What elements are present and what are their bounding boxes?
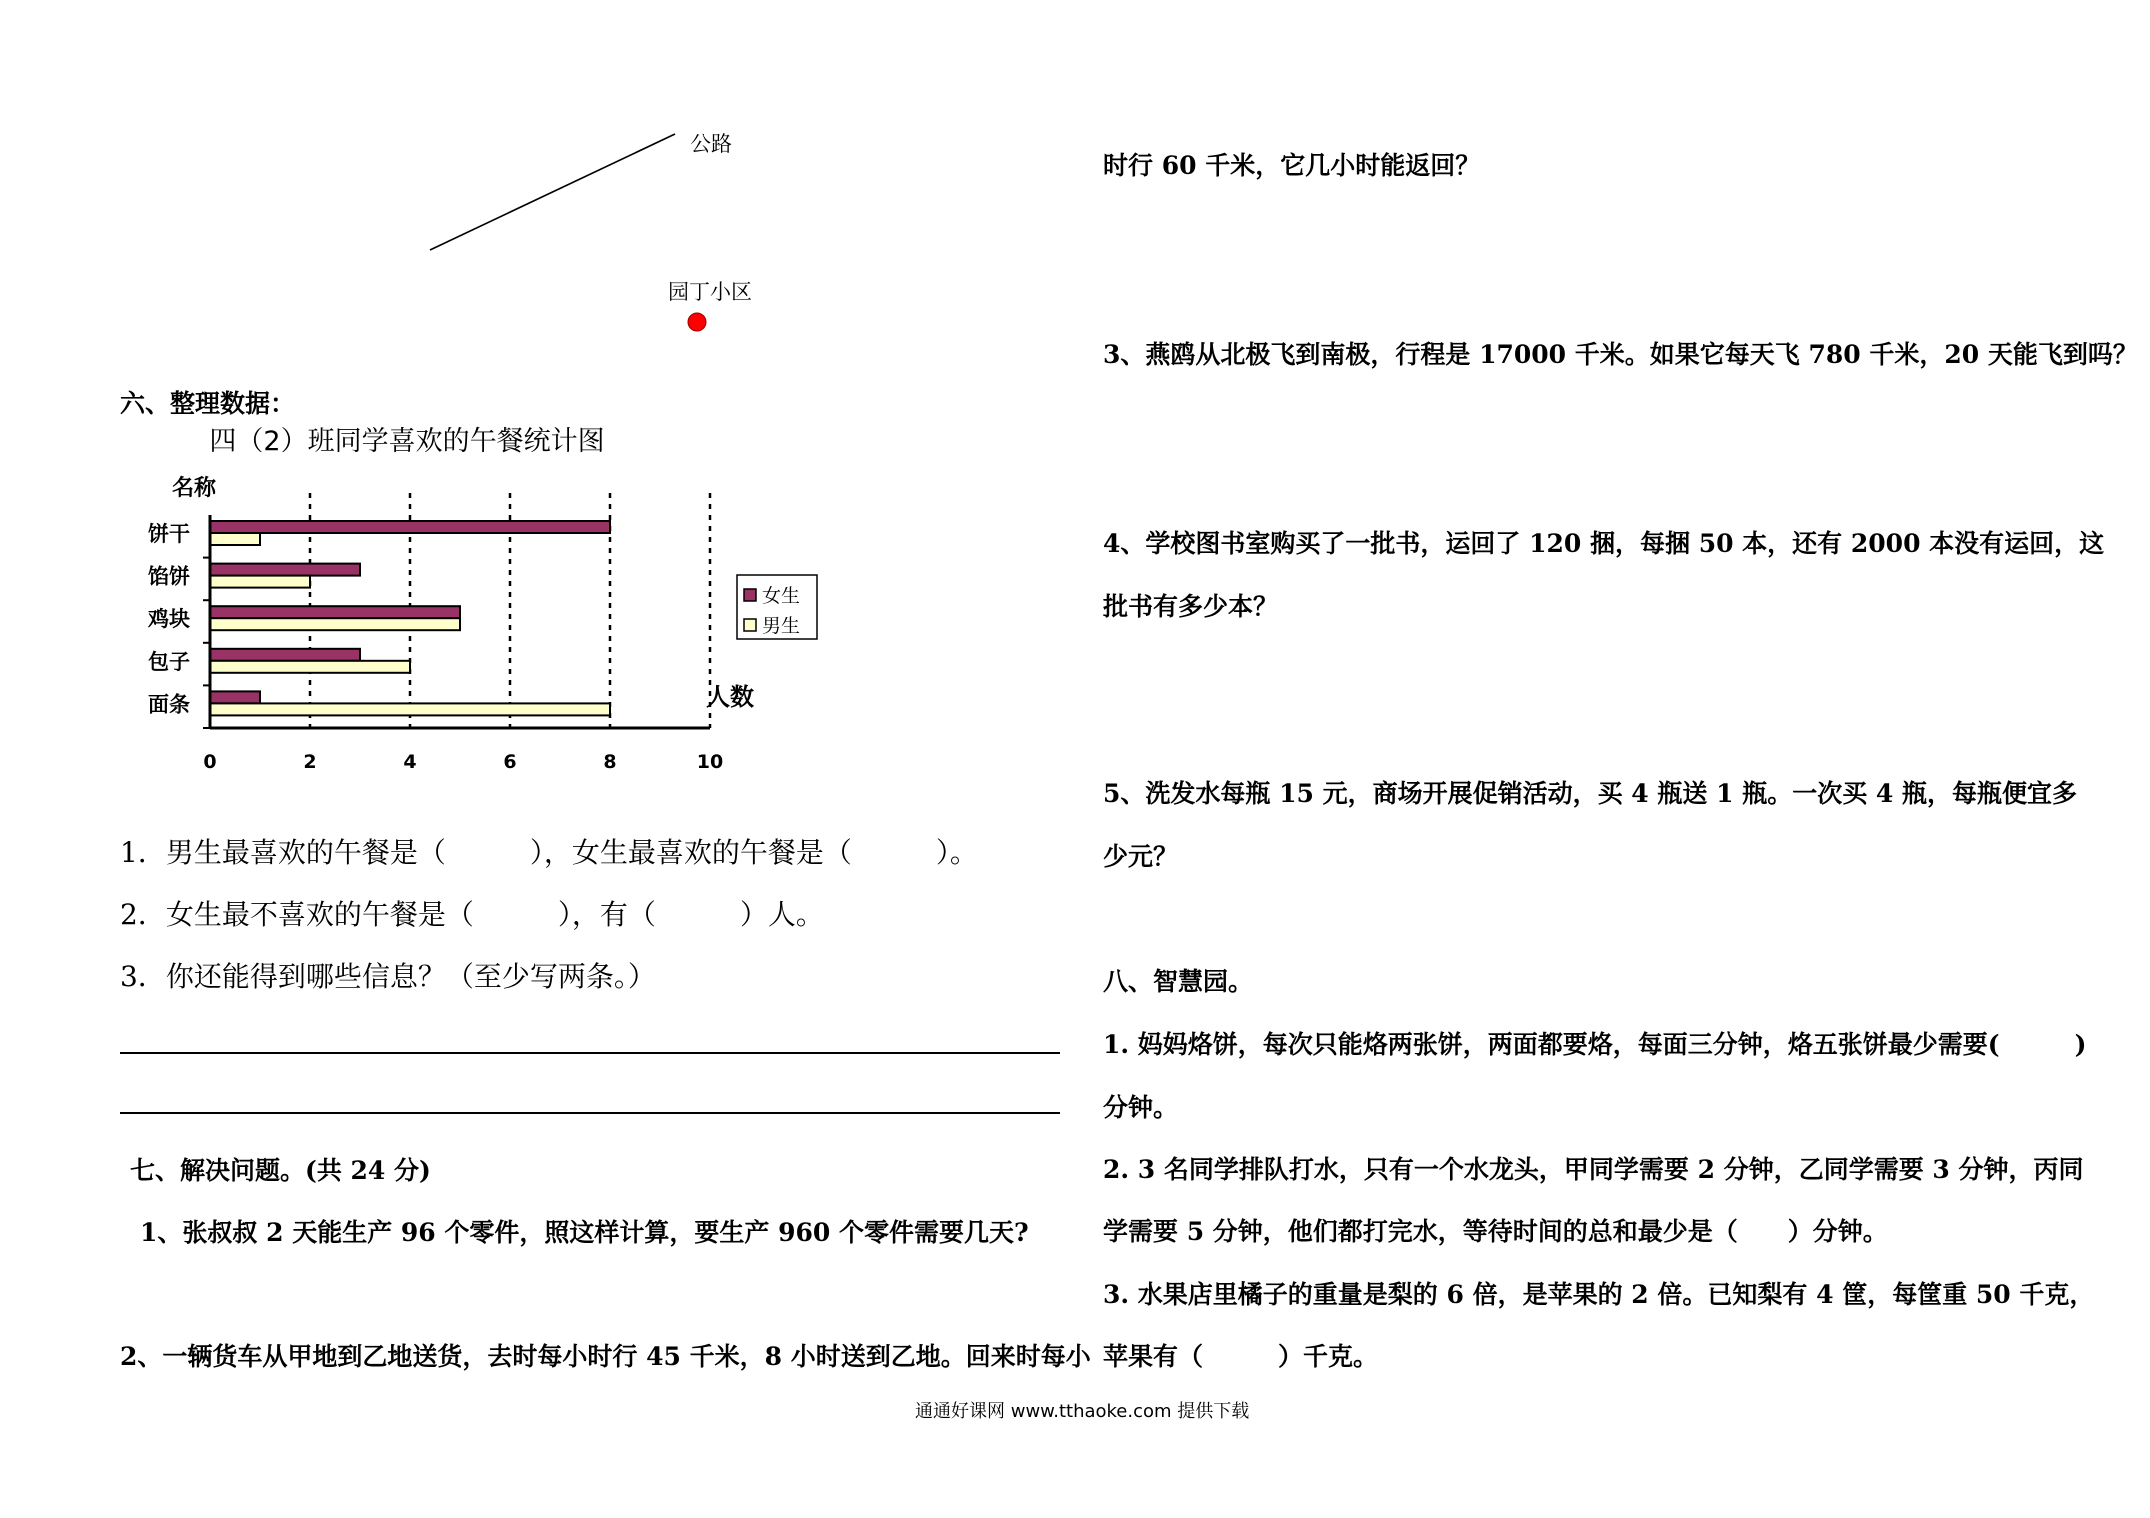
problem7-3: 3、燕鸥从北极飞到南极，行程是 17000 千米。如果它每天飞 780 千米，20 天能飞到吗？: [1103, 340, 2138, 369]
bar-女生-鸡块: [210, 606, 460, 618]
x-tick-label: 10: [696, 751, 724, 773]
question6-2: 2．女生最不喜欢的午餐是（ ），有（ ）人。: [120, 898, 824, 931]
bar-男生-馅饼: [210, 576, 310, 588]
lunch-chart: [120, 415, 801, 795]
problem7-2-line2: 时行 60 千米，它几小时能返回？: [1103, 151, 1481, 180]
category-label: 包子: [148, 649, 190, 674]
bar-男生-饼干: [210, 533, 260, 545]
x-tick-label: 6: [503, 751, 517, 773]
puzzle8-3-line1: 3. 水果店里橘子的重量是梨的 6 倍，是苹果的 2 倍。已知梨有 4 筐，每筐重 50 千克，: [1103, 1280, 2095, 1309]
section7-heading: 七、解决问题。(共 24 分): [130, 1156, 431, 1185]
x-axis-label: 人数: [706, 683, 754, 711]
problem7-4-line1: 4、学校图书室购买了一批书，运回了 120 捆，每捆 50 本，还有 2000 本没有运回，这: [1103, 529, 2105, 558]
x-tick-label: 2: [303, 751, 317, 773]
bar-女生-面条: [210, 691, 260, 703]
category-label: 饼干: [148, 522, 190, 546]
road-label: 公路: [690, 132, 732, 156]
legend-swatch-女生: [744, 589, 756, 601]
bar-女生-包子: [210, 649, 360, 661]
bar-男生-包子: [210, 661, 410, 673]
legend-swatch-男生: [744, 619, 756, 631]
bar-女生-馅饼: [210, 564, 360, 576]
puzzle8-2-line1: 2. 3 名同学排队打水，只有一个水龙头，甲同学需要 2 分钟，乙同学需要 3 分钟，丙同: [1103, 1155, 2084, 1184]
x-tick-label: 8: [603, 751, 617, 773]
legend-label: 女生: [762, 585, 801, 607]
section6-heading: 六、整理数据：: [120, 389, 296, 418]
answer-line-1: [120, 1052, 1060, 1054]
problem7-1: 1、张叔叔 2 天能生产 96 个零件，照这样计算，要生产 960 个零件需要几天?: [140, 1218, 1029, 1247]
legend-label: 男生: [762, 615, 801, 637]
bar-男生-面条: [210, 703, 610, 715]
bar-男生-鸡块: [210, 618, 460, 630]
problem7-5-line1: 5、洗发水每瓶 15 元，商场开展促销活动，买 4 瓶送 1 瓶。一次买 4 瓶，每瓶便宜多: [1103, 779, 2078, 808]
problem7-5-line2: 少元？: [1103, 842, 1179, 871]
puzzle8-2-line2: 学需要 5 分钟，他们都打完水，等待时间的总和最少是（ ）分钟。: [1103, 1217, 1888, 1246]
problem7-2-line1: 2、一辆货车从甲地到乙地送货，去时每小时行 45 千米，8 小时送到乙地。回来时每小: [120, 1342, 1091, 1371]
section8-heading: 八、智慧园。: [1103, 967, 1254, 996]
chart-legend: [737, 575, 817, 639]
community-dot: [688, 313, 706, 331]
question6-1: 1．男生最喜欢的午餐是（ ），女生最喜欢的午餐是（ ）。: [120, 836, 978, 869]
answer-line-2: [120, 1112, 1060, 1114]
community-label: 园丁小区: [668, 280, 752, 304]
category-label: 面条: [148, 692, 190, 717]
y-axis-label: 名称: [172, 476, 217, 501]
question6-3: 3．你还能得到哪些信息？（至少写两条。）: [120, 960, 656, 993]
bar-女生-饼干: [210, 521, 610, 533]
chart-title: 四（2）班同学喜欢的午餐统计图: [209, 426, 605, 457]
x-tick-label: 0: [203, 751, 217, 773]
footer-credit: 通通好课网 www.tthaoke.com 提供下载: [915, 1401, 1250, 1422]
x-tick-label: 4: [403, 751, 417, 773]
puzzle8-1-line2: 分钟。: [1103, 1093, 1179, 1122]
puzzle8-3-line2: 苹果有（ ）千克。: [1103, 1342, 1379, 1371]
category-label: 鸡块: [148, 607, 190, 632]
category-label: 馅饼: [148, 564, 190, 589]
puzzle8-1-line1: 1. 妈妈烙饼，每次只能烙两张饼，两面都要烙，每面三分钟，烙五张饼最少需要( ): [1103, 1030, 2087, 1059]
road-line: [430, 134, 675, 250]
problem7-4-line2: 批书有多少本？: [1103, 592, 1279, 621]
